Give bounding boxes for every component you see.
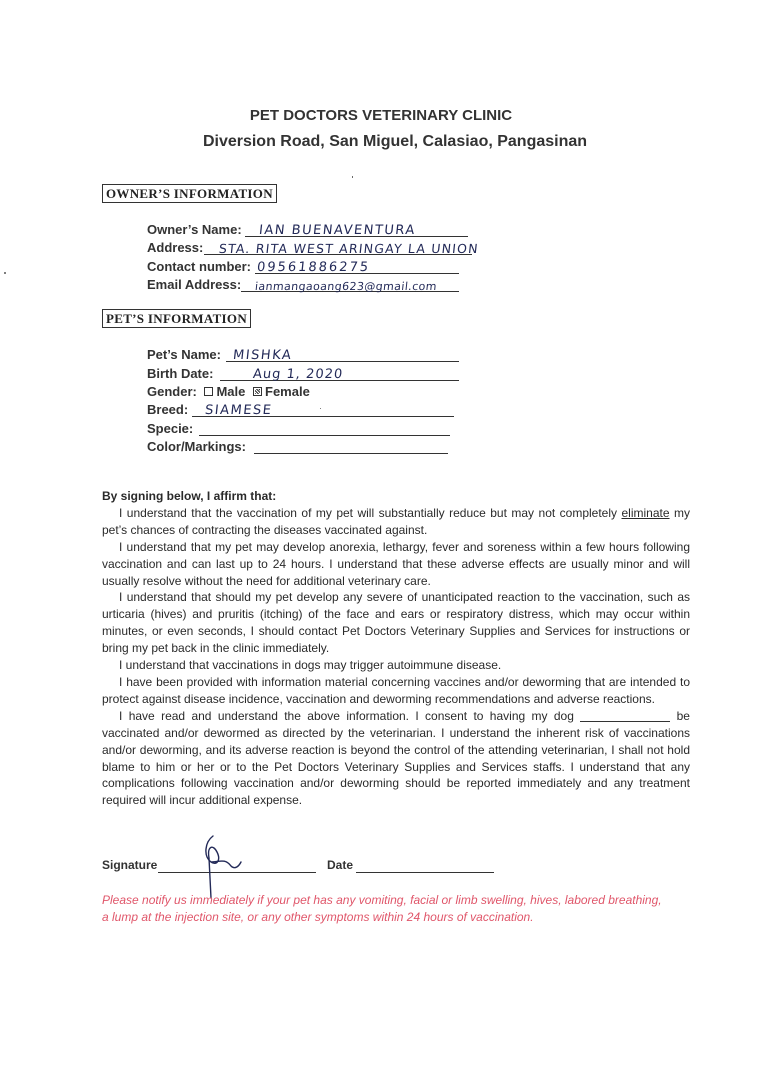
p1-underlined: eliminate [621, 505, 670, 520]
email-value: ianmangaoang623@gmail.com [254, 280, 438, 293]
p1-text: I understand that the vaccination of my pet will substantially reduce but may not completely [119, 505, 618, 520]
scan-speck [4, 272, 6, 274]
signature-label: Signature [102, 858, 158, 872]
dog-name-blank[interactable] [580, 711, 670, 722]
affirmation-paragraph-1 [102, 505, 690, 539]
contact-number-label: Contact number: [147, 259, 251, 274]
scan-speck [352, 176, 353, 178]
birth-date-label: Birth Date: [147, 366, 214, 381]
owner-name-label: Owner’s Name: [147, 222, 242, 237]
pet-name-value: MISHKA [232, 348, 294, 363]
color-markings-field[interactable] [147, 439, 467, 457]
p6-text: I have read and understand the above information. I consent to having my dog [119, 708, 574, 723]
date-line[interactable] [356, 872, 494, 873]
contact-number-field[interactable] [147, 259, 467, 277]
owner-section-heading: OWNER’S INFORMATION [102, 184, 277, 203]
breed-field[interactable] [147, 402, 467, 420]
male-option-label: Male [216, 384, 246, 399]
email-field[interactable] [147, 277, 467, 295]
email-label: Email Address: [147, 277, 242, 292]
specie-label: Specie: [147, 421, 194, 436]
scan-speck [320, 408, 321, 409]
female-checkbox[interactable] [253, 387, 262, 396]
owner-address-label: Address: [147, 240, 204, 255]
affirmation-text [102, 488, 690, 809]
gender-field [147, 384, 310, 399]
affirmation-paragraph-2: I understand that my pet may develop anorexia, lethargy, fever and soreness within a few hours following vaccination and can last up to 24 hours. I understand that these adverse effects are usually minor and will usually resolve without the need for additional veterinary care. [102, 539, 690, 588]
owner-address-field[interactable] [147, 240, 497, 258]
signature-row [102, 858, 354, 872]
breed-value: SIAMESE [204, 403, 274, 418]
color-markings-line [254, 453, 448, 454]
p1-text-end: my pet’s chances of contracting the diseases vaccinated against. [102, 505, 690, 537]
owner-name-field[interactable] [147, 222, 477, 240]
birth-date-value: Aug 1, 2020 [252, 367, 344, 382]
affirmation-paragraph-5: I have been provided with information material concerning vaccines and/or deworming that are intended to protect against disease incidence, vaccination and deworming recommendations and adverse reactions. [102, 674, 690, 706]
male-checkbox[interactable] [204, 387, 213, 396]
date-label: Date [327, 858, 354, 872]
affirmation-paragraph-6 [102, 708, 690, 809]
specie-field[interactable] [147, 421, 467, 439]
owner-address-value: STA. RITA WEST ARINGAY LA UNION [218, 241, 480, 256]
specie-line [199, 435, 450, 436]
affirmation-paragraph-4: I understand that vaccinations in dogs may trigger autoimmune disease. [119, 658, 502, 673]
breed-label: Breed: [147, 402, 189, 417]
gender-label: Gender: [147, 384, 197, 399]
clinic-address: Diversion Road, San Miguel, Calasiao, Pangasinan [202, 133, 588, 150]
pet-name-field[interactable] [147, 347, 467, 365]
birth-date-field[interactable] [147, 366, 467, 384]
p6-text-end: be vaccinated and/or dewormed as directed by the veterinarian. I understand the inherent risk of vaccinations and/or deworming, and its adverse reaction is beyond the control of the attending veterinarian, I shall not hold blame to him or her or to the Pet Doctors Veterinary Supplies and Services staffs. I understand that any complications following vaccination and/or deworming should be reported immediately and any treatment required will incur additional expense. [102, 708, 690, 808]
affirmation-paragraph-3: I understand that should my pet develop any severe of unanticipated reaction to the vaccination, such as urticaria (hives) and pruritis (itching) of the face and ears or respiratory distress, which may occur within minutes, or even seconds, I should contact Pet Doctors Veterinary Supplies and Services for instructions or bring my pet back in the clinic immediately. [102, 590, 690, 656]
notice-text: Please notify us immediately if your pet has any vomiting, facial or limb swelling, hives, labored breathing, a lump at the injection site, or any other symptoms within 24 hours of vaccination. [102, 893, 662, 924]
pet-name-label: Pet’s Name: [147, 347, 221, 362]
contact-number-value: 09561886275 [256, 260, 371, 275]
pet-section-heading: PET’S INFORMATION [102, 309, 251, 328]
female-option-label: Female [265, 384, 310, 399]
color-markings-label: Color/Markings: [147, 439, 246, 454]
clinic-name: PET DOCTORS VETERINARY CLINIC [249, 107, 513, 124]
owner-name-value: IAN BUENAVENTURA [258, 223, 417, 238]
affirmation-intro: By signing below, I affirm that: [102, 489, 277, 503]
